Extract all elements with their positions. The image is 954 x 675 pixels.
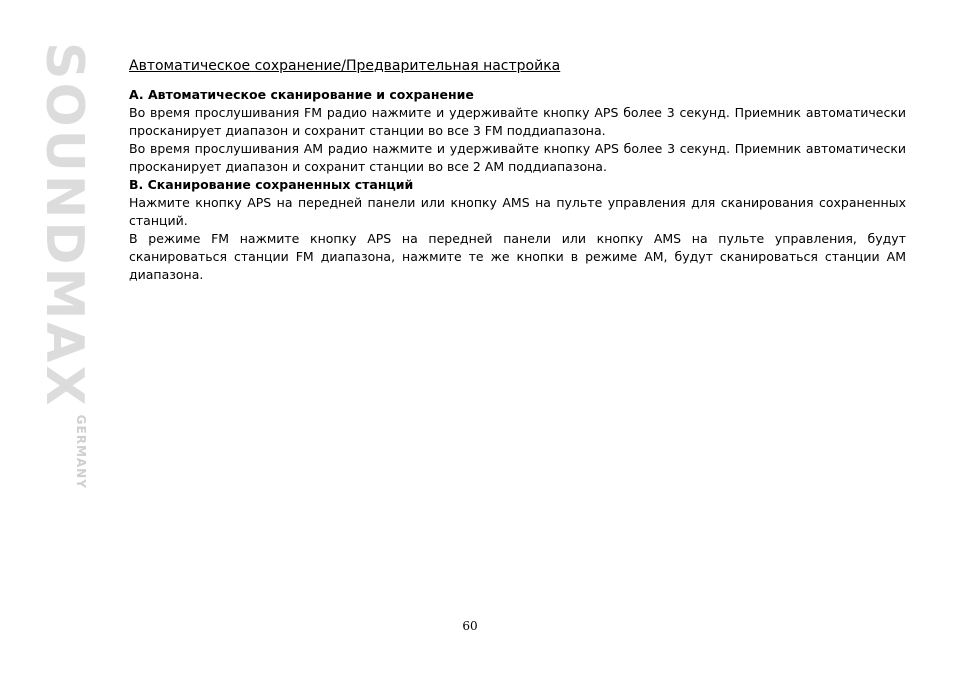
brand-logo-subtitle: GERMANY xyxy=(74,414,88,489)
paragraph: В режиме FM нажмите кнопку APS на передней панели или кнопку AMS на пульте управления, будут сканироваться станции FM диапазона, нажмите те же кнопки в режиме AM, будут сканироваться станции AM диапазона. xyxy=(129,231,906,282)
paragraph: Во время прослушивания FM радио нажмите и удерживайте кнопку APS более 3 секунд. Приемник автоматически просканирует диапазон и сохранит станции во все 3 FM поддиапазона. xyxy=(129,105,906,138)
page-number: 60 xyxy=(462,619,478,633)
brand-logo-text: SOUNDMAX xyxy=(34,42,94,409)
section-title: B. Сканирование сохраненных станций xyxy=(129,177,414,192)
document-body xyxy=(129,57,906,284)
brand-watermark xyxy=(34,42,96,618)
page-title: Автоматическое сохранение/Предварительная настройка xyxy=(129,58,561,74)
paragraph: Нажмите кнопку APS на передней панели или кнопку AMS на пульте управления для сканирования сохраненных станций. xyxy=(129,195,906,228)
paragraph: Во время прослушивания AM радио нажмите и удерживайте кнопку APS более 3 секунд. Приемник автоматически просканирует диапазон и сохранит станции во все 2 AM поддиапазона. xyxy=(129,141,906,174)
section-scan-stored xyxy=(129,176,906,284)
section-auto-scan xyxy=(129,86,906,176)
section-title: A. Автоматическое сканирование и сохранение xyxy=(129,87,474,102)
